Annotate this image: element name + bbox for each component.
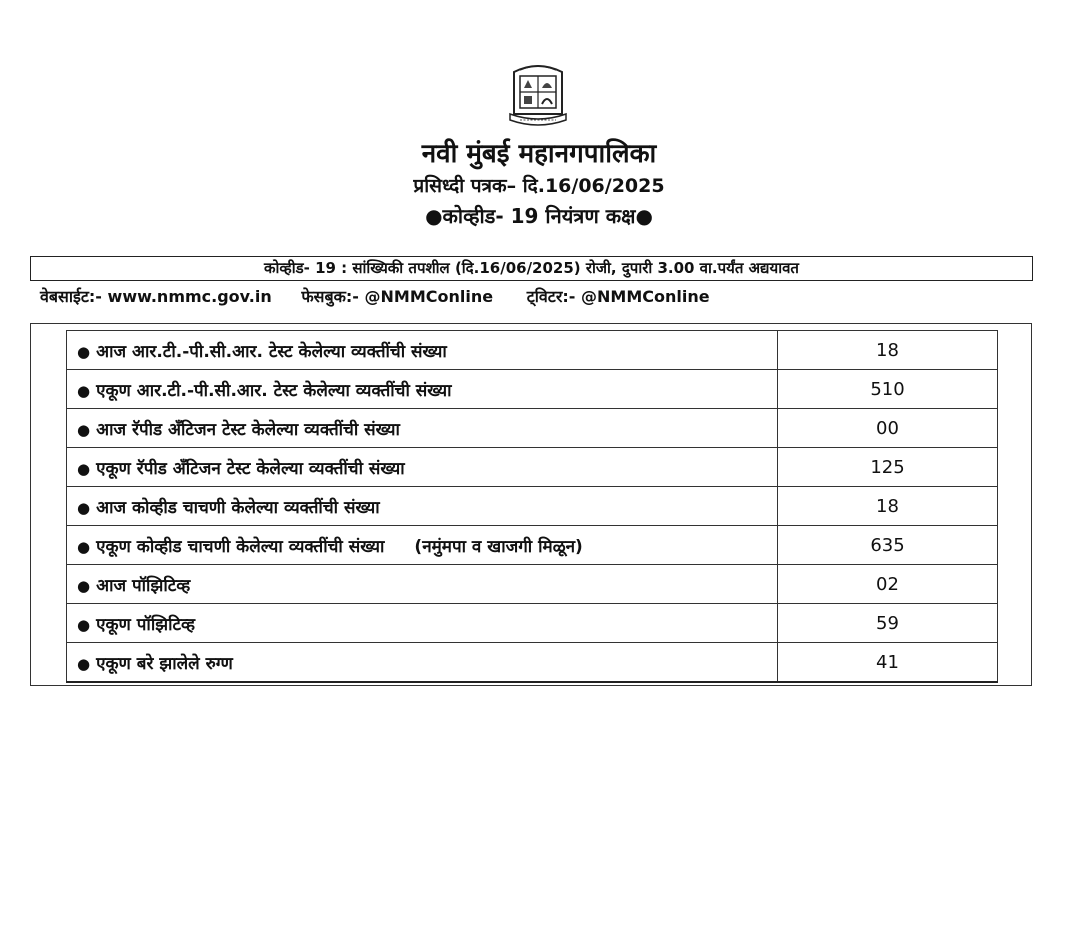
row-label: ● आज पॉझिटिव्ह [67, 565, 778, 604]
info-bar: कोव्हीड- 19 : सांख्यिकी तपशील (दि.16/06/2025) रोजी, दुपारी 3.00 वा.पर्यंत अद्ययावत [30, 256, 1033, 281]
table-row [67, 370, 998, 409]
social-links [40, 285, 710, 307]
twitter-label: ट्विटर:- [526, 287, 576, 306]
bullet-icon: ● [77, 576, 91, 595]
row-label: ● आज आर.टी.-पी.सी.आर. टेस्ट केलेल्या व्यक्तींची संख्या [67, 331, 778, 370]
org-name: नवी मुंबई महानगपालिका [421, 139, 657, 169]
row-value: 00 [778, 409, 998, 448]
table-row [67, 448, 998, 487]
bullet-icon: ● [77, 342, 91, 361]
row-value: 510 [778, 370, 998, 409]
table-row [67, 526, 998, 565]
bullet-icon: ● [77, 615, 91, 634]
facebook-link[interactable]: @NMMConline [364, 287, 494, 306]
row-label: ● एकूण कोव्हीड चाचणी केलेल्या व्यक्तींची संख्या (नमुंमपा व खाजगी मिळून) [67, 526, 778, 565]
table-row [67, 487, 998, 526]
table-row [67, 409, 998, 448]
row-value: 02 [778, 565, 998, 604]
bullet-icon: ● [77, 654, 91, 673]
twitter-link[interactable]: @NMMConline [581, 287, 710, 306]
facebook-label: फेसबुक:- [301, 287, 359, 306]
website-link[interactable]: www.nmmc.gov.in [107, 287, 272, 306]
row-label: ● एकूण बरे झालेले रुग्ण [67, 643, 778, 683]
table-row [67, 565, 998, 604]
municipal-seal-logo [506, 58, 570, 132]
row-label: ● आज कोव्हीड चाचणी केलेल्या व्यक्तींची संख्या [67, 487, 778, 526]
row-label: ● एकूण आर.टी.-पी.सी.आर. टेस्ट केलेल्या व्यक्तींची संख्या [67, 370, 778, 409]
control-cell-title: ●कोव्हीड- 19 नियंत्रण कक्ष● [425, 204, 653, 228]
bullet-icon: ● [77, 420, 91, 439]
bullet-icon: ● [77, 537, 91, 556]
bullet-icon: ● [77, 459, 91, 478]
bullet-icon: ● [77, 498, 91, 517]
press-release-date: प्रसिध्दी पत्रक– दि.16/06/2025 [413, 175, 665, 197]
row-label: ● आज रॅपीड अँटिजन टेस्ट केलेल्या व्यक्तींची संख्या [67, 409, 778, 448]
row-value: 18 [778, 331, 998, 370]
row-value: 125 [778, 448, 998, 487]
table-row [67, 643, 998, 683]
row-value: 635 [778, 526, 998, 565]
row-label: ● एकूण रॅपीड अँटिजन टेस्ट केलेल्या व्यक्तींची संख्या [67, 448, 778, 487]
website-label: वेबसाईट:- [40, 287, 102, 306]
bullet-icon: ● [77, 381, 91, 400]
row-label: ● एकूण पॉझिटिव्ह [67, 604, 778, 643]
row-value: 18 [778, 487, 998, 526]
row-value: 59 [778, 604, 998, 643]
row-note: (नमुंमपा व खाजगी मिळून) [414, 536, 583, 557]
table-row [67, 331, 998, 370]
row-value: 41 [778, 643, 998, 683]
stats-table [66, 330, 998, 683]
table-row [67, 604, 998, 643]
